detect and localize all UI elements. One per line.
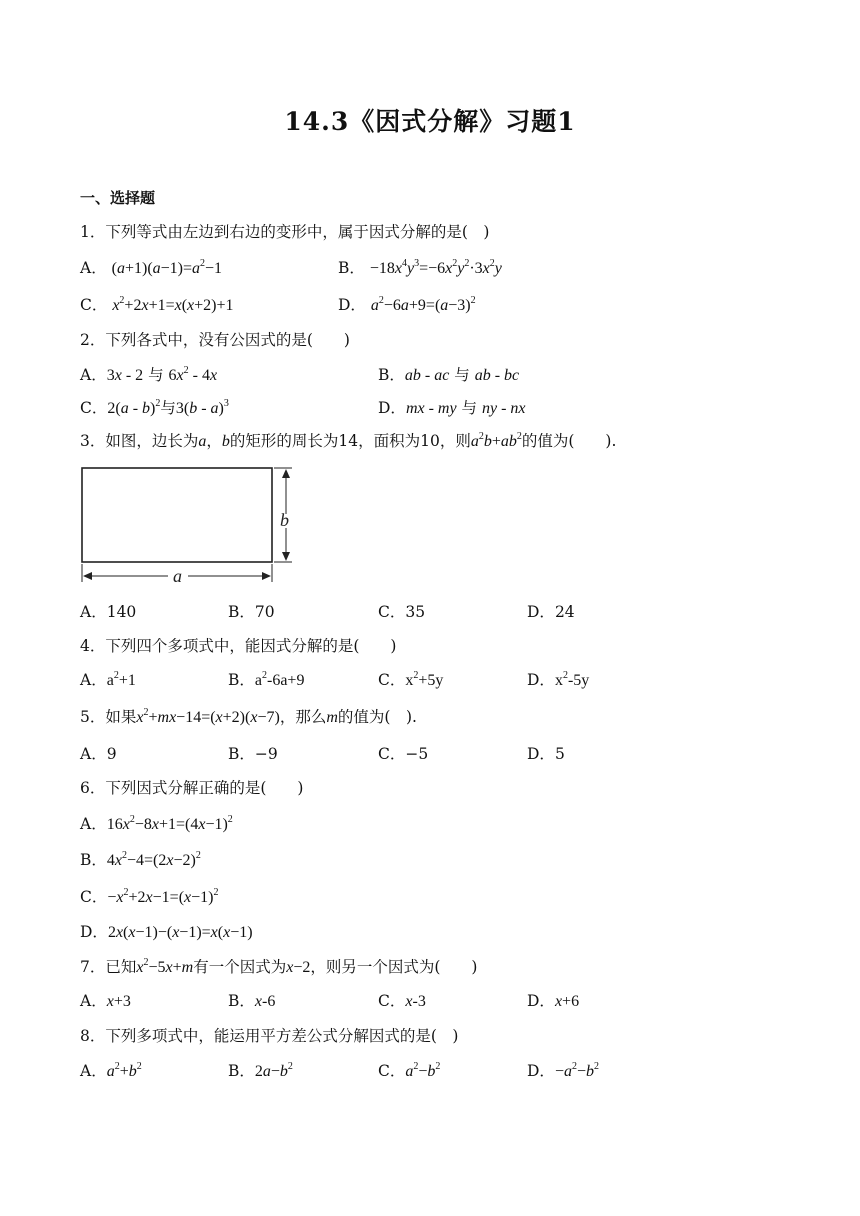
question-5-stem: 5．如果$x^2+mx-14=(x+2)(x-7)$，那么m的值为( ). [80, 707, 417, 726]
question-6-option-d[interactable]: D．2x(x−1)−(x−1)=x(x−1) [80, 923, 253, 941]
question-5-option-b[interactable]: B．−9 [228, 745, 278, 763]
a-label: a [173, 566, 182, 586]
question-2-stem: 2．下列各式中，没有公因式的是( ) [80, 331, 350, 349]
question-4-stem: 4．下列四个多项式中，能因式分解的是( ) [80, 637, 397, 655]
question-7-stem: 7．已知$x^2-5x+m$有一个因式为x−2，则另一个因式为( ) [80, 957, 478, 976]
formula: $-18x^4y^3=-6x^2y^2\cdot 3x^2y$ [369, 258, 502, 277]
question-2-option-c[interactable]: C．2(a - b)$^2$与3(b - a)$^3$ [80, 398, 229, 417]
question-8-option-c[interactable]: C．$a^2-b^2$ [378, 1061, 441, 1080]
question-3-option-c[interactable]: C．35 [378, 603, 426, 621]
question-4-option-a[interactable]: A．$a^2+1$ [80, 670, 136, 689]
question-8-option-a[interactable]: A．$a^2+b^2$ [80, 1061, 142, 1080]
question-7-option-b[interactable]: B．x-6 [228, 992, 276, 1010]
page-title: 14.3《因式分解》习题1 [284, 107, 576, 136]
question-7-option-a[interactable]: A．x+3 [80, 992, 131, 1010]
formula: $(a+1)(a-1)=a^2-1$ [111, 258, 223, 277]
question-6-stem: 6．下列因式分解正确的是( ) [80, 779, 304, 797]
rectangle [82, 468, 272, 562]
b-label: b [280, 510, 289, 530]
question-4-option-b[interactable]: B．$a^2-6a+9$ [228, 670, 305, 689]
rectangle-figure [76, 462, 306, 586]
question-1-option-a[interactable]: A． $(a+1)(a-1)=a^2-1$ [80, 258, 223, 277]
question-2-option-d[interactable]: D．mx - my 与 ny - nx [378, 399, 526, 417]
a-arrow-right [262, 572, 271, 580]
a-arrow-left [83, 572, 92, 580]
question-7-option-d[interactable]: D．x+6 [527, 992, 580, 1010]
question-1-option-d[interactable]: D． $a^2-6a+9=(a-3)^2$ [338, 295, 476, 314]
b-arrow-down [282, 552, 290, 561]
question-3-option-a[interactable]: A．140 [80, 603, 137, 621]
question-8-option-b[interactable]: B．$2a-b^2$ [228, 1061, 293, 1080]
question-3-option-b[interactable]: B．70 [228, 603, 275, 621]
question-7-option-c[interactable]: C．x-3 [378, 992, 426, 1010]
question-4-option-d[interactable]: D．$x^2-5y$ [527, 670, 590, 689]
question-8-option-d[interactable]: D．$-a^2-b^2$ [527, 1061, 599, 1080]
question-1-option-b[interactable]: B． $-18x^4y^3=-6x^2y^2\cdot 3x^2y$ [338, 258, 502, 277]
question-8-stem: 8．下列多项式中，能运用平方差公式分解因式的是( ) [80, 1027, 459, 1045]
question-3-option-d[interactable]: D．24 [527, 603, 575, 621]
question-4-option-c[interactable]: C．$x^2+5y$ [378, 670, 444, 689]
question-5-option-d[interactable]: D．5 [527, 745, 565, 763]
question-2-option-b[interactable]: B．ab - ac 与 ab - bc [378, 366, 520, 384]
formula: $a^2-6a+9=(a-3)^2$ [370, 295, 476, 314]
question-2-option-a[interactable]: A．3x - 2 与 $6x^2 - 4x$ [80, 365, 218, 384]
b-arrow-up [282, 469, 290, 478]
question-6-option-a[interactable]: A．$16x^2-8x+1=(4x-1)^2$ [80, 814, 233, 833]
question-5-option-a[interactable]: A．9 [80, 745, 117, 763]
section-heading: 一、选择题 [80, 189, 156, 207]
question-1-option-c[interactable]: C． $x^2+2x+1=x(x+2)+1$ [80, 295, 234, 314]
question-1-stem: 1．下列等式由左边到右边的变形中，属于因式分解的是( ) [80, 223, 490, 241]
question-3-stem: 3．如图，边长为a，b的矩形的周长为14，面积为10，则$a^2b+ab^2$的值为( ). [80, 431, 617, 450]
question-5-option-c[interactable]: C．−5 [378, 745, 429, 763]
question-6-option-b[interactable]: B．$4x^2-4=(2x-2)^2$ [80, 850, 201, 869]
question-6-option-c[interactable]: C．$-x^2+2x-1=(x-1)^2$ [80, 887, 219, 906]
formula: $x^2+2x+1=x(x+2)+1$ [112, 295, 234, 314]
